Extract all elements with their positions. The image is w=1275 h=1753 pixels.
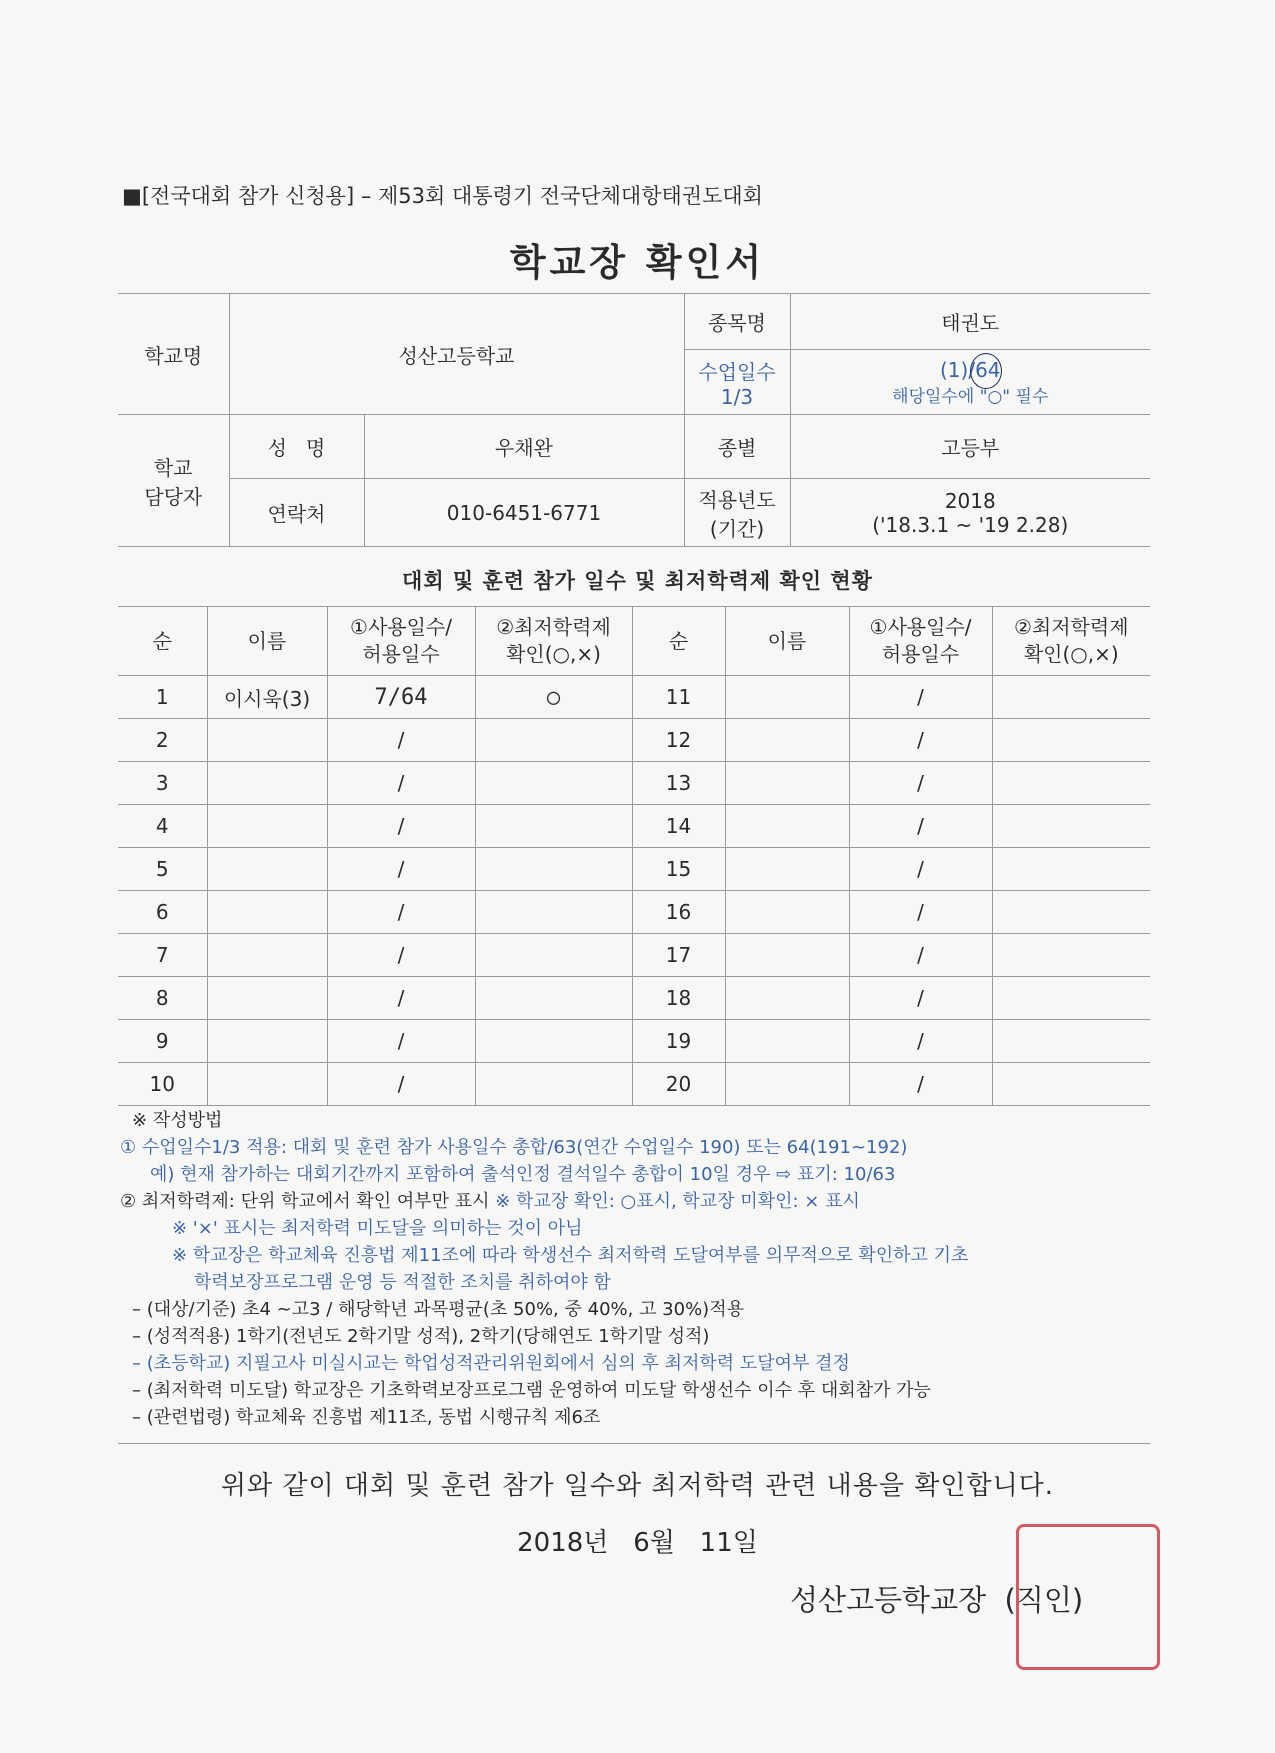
event-label: 종목명 [684, 294, 790, 350]
header-check-line1: ②최저학력제 [496, 615, 611, 639]
row-no: 9 [118, 1020, 207, 1063]
row-days: / [327, 891, 475, 934]
row-days: / [849, 805, 992, 848]
document-title: 학교장 확인서 [509, 241, 766, 284]
row-check [475, 1020, 632, 1063]
row-no: 5 [118, 848, 207, 891]
section-title: 대회 및 훈련 참가 일수 및 최저학력제 확인 현황 [402, 569, 873, 593]
table-row [118, 676, 1150, 719]
year-value-number: 2018 [944, 488, 996, 513]
year-label [684, 479, 790, 547]
instruction-2b-cont: 학력보장프로그램 운영 등 적절한 조치를 취하여야 함 [194, 1272, 611, 1293]
row-days: / [849, 934, 992, 977]
instructions [120, 1107, 1150, 1431]
row-check [992, 805, 1150, 848]
header-check-right [992, 607, 1150, 676]
row-days: / [327, 977, 475, 1020]
row-days: / [849, 676, 992, 719]
school-info-table [118, 293, 1150, 547]
class-days-value [790, 350, 1150, 415]
row-no: 15 [632, 848, 725, 891]
table-row [118, 934, 1150, 977]
row-name [725, 719, 849, 762]
row-check [992, 676, 1150, 719]
row-days: / [849, 719, 992, 762]
row-no: 16 [632, 891, 725, 934]
row-no: 2 [118, 719, 207, 762]
row-days: / [327, 1020, 475, 1063]
instruction-2a: ※ '×' 표시는 최저학력 미도달을 의미하는 것이 아님 [172, 1218, 583, 1239]
row-check [475, 934, 632, 977]
header-days-line2: 허용일수 [362, 642, 440, 666]
row-check [992, 934, 1150, 977]
row-name: 이시욱(3) [207, 676, 327, 719]
instruction-2b: ※ 학교장은 학교체육 진흥법 제11조에 따라 학생선수 최저학력 도달여부를 의무적으로 확인하고 기초 [172, 1245, 969, 1266]
row-no: 13 [632, 762, 725, 805]
row-no: 7 [118, 934, 207, 977]
row-name [207, 848, 327, 891]
manager-name-value: 우채완 [364, 415, 684, 479]
detail-4: – (최저학력 미도달) 학교장은 기초학력보장프로그램 운영하여 미도달 학생선수 이수 후 대회참가 가능 [132, 1380, 931, 1401]
header-days-right-line2: 허용일수 [881, 642, 960, 666]
class-days-label-line2: 1/3 [720, 384, 754, 409]
row-no: 19 [632, 1020, 725, 1063]
row-check [992, 762, 1150, 805]
school-name-value: 성산고등학교 [229, 294, 684, 415]
row-check [475, 977, 632, 1020]
header-no: 순 [118, 607, 207, 676]
row-name [207, 1020, 327, 1063]
row-name [725, 805, 849, 848]
row-name [207, 805, 327, 848]
row-name [725, 891, 849, 934]
row-check [475, 762, 632, 805]
divider [118, 1443, 1150, 1444]
confirmation-statement: 위와 같이 대회 및 훈련 참가 일수와 최저학력 관련 내용을 확인합니다. [220, 1471, 1055, 1501]
event-value: 태권도 [790, 294, 1150, 350]
row-check [992, 1020, 1150, 1063]
row-no: 20 [632, 1063, 725, 1106]
row-name [725, 1020, 849, 1063]
row-name [207, 1063, 327, 1106]
row-name [725, 1063, 849, 1106]
header-check [475, 607, 632, 676]
row-check [992, 891, 1150, 934]
row-check: ○ [475, 676, 632, 719]
row-name [725, 934, 849, 977]
row-days: / [327, 848, 475, 891]
row-check [475, 891, 632, 934]
row-check [992, 977, 1150, 1020]
row-days: / [849, 1063, 992, 1106]
signed-date: 2018년 6월 11일 [517, 1528, 758, 1558]
year-label-line2: (기간) [709, 516, 765, 541]
header-no-right: 순 [632, 607, 725, 676]
row-days: / [849, 891, 992, 934]
row-check [475, 805, 632, 848]
row-days: / [327, 719, 475, 762]
class-days-label-line1: 수업일수 [698, 359, 776, 384]
row-no: 11 [632, 676, 725, 719]
official-seal-stamp [1016, 1524, 1160, 1670]
instruction-2-suffix: ※ 학교장 확인: ○표시, 학교장 미확인: × 표시 [495, 1191, 860, 1212]
year-period: ('18.3.1 ~ '19 2.28) [872, 512, 1069, 537]
detail-2: – (성적적용) 1학기(전년도 2학기말 성적), 2학기(당해연도 1학기말 성적) [132, 1326, 710, 1347]
row-days: / [327, 805, 475, 848]
class-days-ratio: (1)/64 [940, 357, 1001, 382]
instruction-1: ① 수업일수1/3 적용: 대회 및 훈련 참가 사용일수 총합/63(연간 수업일수 190) 또는 64(191~192) [120, 1137, 908, 1158]
header-days [327, 607, 475, 676]
row-days: / [327, 762, 475, 805]
row-name [725, 848, 849, 891]
row-no: 1 [118, 676, 207, 719]
row-days: / [849, 1020, 992, 1063]
category-value: 고등부 [790, 415, 1150, 479]
detail-3: – (초등학교) 지필고사 미실시교는 학업성적관리위원회에서 심의 후 최저학력 도달여부 결정 [132, 1353, 850, 1374]
year-value [790, 479, 1150, 547]
row-no: 4 [118, 805, 207, 848]
row-no: 3 [118, 762, 207, 805]
row-days: / [849, 977, 992, 1020]
row-name [207, 719, 327, 762]
class-days-label [684, 350, 790, 415]
row-check [475, 719, 632, 762]
header-days-right-line1: ①사용일수/ [869, 615, 972, 639]
contact-value: 010-6451-6771 [364, 479, 684, 547]
row-no: 12 [632, 719, 725, 762]
handwritten-circle-mark [970, 353, 1002, 389]
table-row [118, 977, 1150, 1020]
instruction-1-example: 예) 현재 참가하는 대회기간까지 포함하여 출석인정 결석일수 총합이 10일 경우 ⇨ 표기: 10/63 [150, 1164, 896, 1185]
header-check-right-line2: 확인(○,×) [1023, 642, 1119, 666]
instructions-heading: ※ 작성방법 [132, 1110, 223, 1131]
row-days: / [327, 934, 475, 977]
class-days-note: 해당일수에 "○" 필수 [892, 386, 1049, 407]
row-no: 8 [118, 977, 207, 1020]
detail-1: – (대상/기준) 초4 ~고3 / 해당학년 과목평균(초 50%, 중 40%, 고 30%)적용 [132, 1299, 744, 1320]
row-days: / [849, 762, 992, 805]
row-name [725, 676, 849, 719]
row-no: 17 [632, 934, 725, 977]
row-check [475, 848, 632, 891]
row-days: / [327, 1063, 475, 1106]
instruction-2 [120, 1188, 1150, 1215]
row-check [992, 848, 1150, 891]
row-no: 14 [632, 805, 725, 848]
table-row [118, 762, 1150, 805]
table-row [118, 1020, 1150, 1063]
row-check [475, 1063, 632, 1106]
manager-label-line1: 학교 [153, 455, 193, 480]
row-name [725, 977, 849, 1020]
header-check-right-line1: ②최저학력제 [1013, 615, 1129, 639]
header-name-right: 이름 [725, 607, 849, 676]
form-header: ■[전국대회 참가 신청용] – 제53회 대통령기 전국단체대항태권도대회 [122, 184, 763, 208]
row-name [207, 762, 327, 805]
table-row [118, 1063, 1150, 1106]
row-no: 10 [118, 1063, 207, 1106]
row-no: 18 [632, 977, 725, 1020]
row-check [992, 719, 1150, 762]
row-name [207, 891, 327, 934]
principal-signature: 성산고등학교장 (직인) [790, 1583, 1084, 1617]
contact-label: 연락처 [229, 479, 364, 547]
row-days: / [849, 848, 992, 891]
table-row [118, 805, 1150, 848]
header-name: 이름 [207, 607, 327, 676]
table-row [118, 719, 1150, 762]
row-days: 7/64 [327, 676, 475, 719]
category-label: 종별 [684, 415, 790, 479]
school-name-label: 학교명 [118, 294, 229, 415]
table-row [118, 848, 1150, 891]
header-check-line2: 확인(○,×) [506, 642, 601, 666]
year-label-line1: 적용년도 [698, 487, 776, 512]
detail-5: – (관련법령) 학교체육 진흥법 제11조, 동법 시행규칙 제6조 [132, 1407, 601, 1428]
row-name [207, 977, 327, 1020]
header-days-right [849, 607, 992, 676]
row-no: 6 [118, 891, 207, 934]
header-days-line1: ①사용일수/ [350, 615, 452, 639]
row-check [992, 1063, 1150, 1106]
table-row [118, 891, 1150, 934]
row-name [725, 762, 849, 805]
manager-name-label: 성 명 [229, 415, 364, 479]
participation-table [118, 606, 1150, 1106]
row-name [207, 934, 327, 977]
manager-label [118, 415, 229, 547]
manager-label-line2: 담당자 [144, 484, 203, 509]
instruction-2-prefix: ② 최저학력제: 단위 학교에서 확인 여부만 표시 [120, 1191, 490, 1212]
